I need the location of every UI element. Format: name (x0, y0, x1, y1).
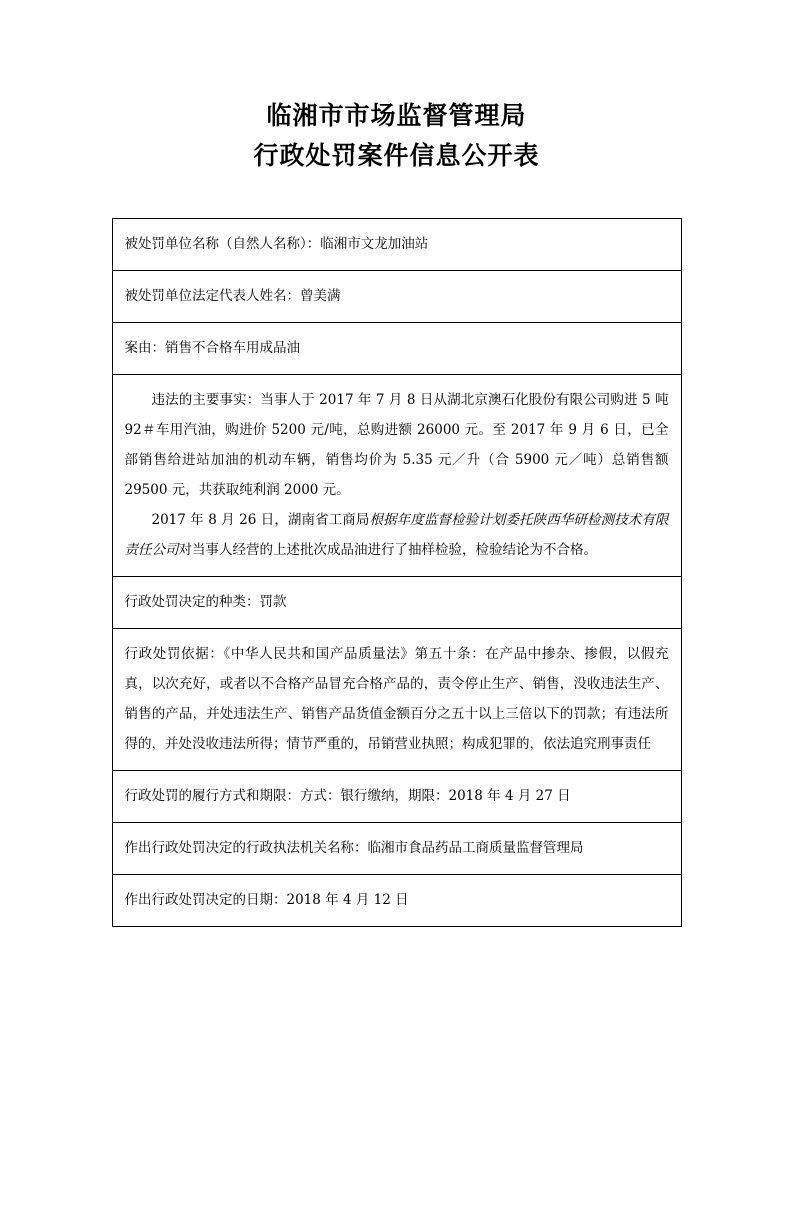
penalty-type-cell (112, 577, 681, 629)
main-facts-p2-italic: 根据年度监督检验计划委托陕西华研检测技术有限责任公司 (124, 512, 669, 558)
case-reason-cell (112, 323, 681, 375)
table-row (112, 219, 681, 271)
legal-representative-cell (112, 271, 681, 323)
table-row (112, 323, 681, 375)
main-facts-p2-part2: 对当事人经营的上述批次成品油进行了抽样检验，检验结论为不合格。 (178, 542, 597, 558)
title-line-1: 临湘市市场监督管理局 (266, 101, 527, 130)
table-row (112, 771, 681, 823)
decision-date-text: 作出行政处罚决定的日期：2018 年 4 月 12 日 (124, 892, 409, 908)
main-facts-paragraph-2 (125, 505, 669, 565)
legal-representative-text: 被处罚单位法定代表人姓名：曾美满 (124, 288, 341, 304)
title-line-2: 行政处罚案件信息公开表 (253, 141, 540, 170)
execution-method-text: 行政处罚的履行方式和期限：方式：银行缴纳，期限：2018 年 4 月 27 日 (124, 788, 571, 804)
penalty-basis-cell (112, 629, 681, 771)
penalty-type-text: 行政处罚决定的种类：罚款 (124, 594, 287, 610)
decision-date-cell (112, 875, 681, 927)
table-row (112, 823, 681, 875)
table-row (112, 875, 681, 927)
penalty-basis-text: 行政处罚依据：《中华人民共和国产品质量法》第五十条：在产品中掺杂、掺假，以假充真，以次充好，或者以不合格产品冒充合格产品的，责令停止生产、销售，没收违法生产、销售的产品，并处违法生产、销售产品货值金额百分之五十以上三倍以下的罚款；有违法所得的，并处没收违法所得；情节严重的，吊销营业执照；构成犯罪的，依法追究刑事责任 (124, 646, 669, 752)
document-page (0, 96, 793, 1218)
table-row (112, 375, 681, 577)
punished-entity-name-cell (112, 219, 681, 271)
case-reason-text: 案由：销售不合格车用成品油 (124, 340, 300, 356)
penalty-info-table-wrapper (112, 218, 682, 927)
main-facts-cell (112, 375, 681, 577)
table-row (112, 271, 681, 323)
execution-method-cell (112, 771, 681, 823)
main-facts-paragraph-1: 违法的主要事实：当事人于 2017 年 7 月 8 日从湖北京澳石化股份有限公司购进 5 吨 92＃车用汽油，购进价 5200 元/吨，总购进额 26000 元。至 2017 年 9 月 6 日，已全部销售给进站加油的机动车辆，销售均价为 5.35 元／升（合 5900 元／吨）总销售额 29500 元，共获取纯利润 2000 元。 (124, 392, 669, 498)
table-row (112, 577, 681, 629)
document-title (0, 96, 793, 176)
decision-authority-text: 作出行政处罚决定的行政执法机关名称：临湘市食品药品工商质量监督管理局 (124, 840, 584, 856)
main-facts-p2-part1: 2017 年 8 月 26 日，湖南省工商局 (151, 512, 370, 528)
penalty-info-table (112, 218, 682, 927)
table-row (112, 629, 681, 771)
decision-authority-cell (112, 823, 681, 875)
punished-entity-name-text: 被处罚单位名称（自然人名称）：临湘市文龙加油站 (124, 236, 429, 252)
